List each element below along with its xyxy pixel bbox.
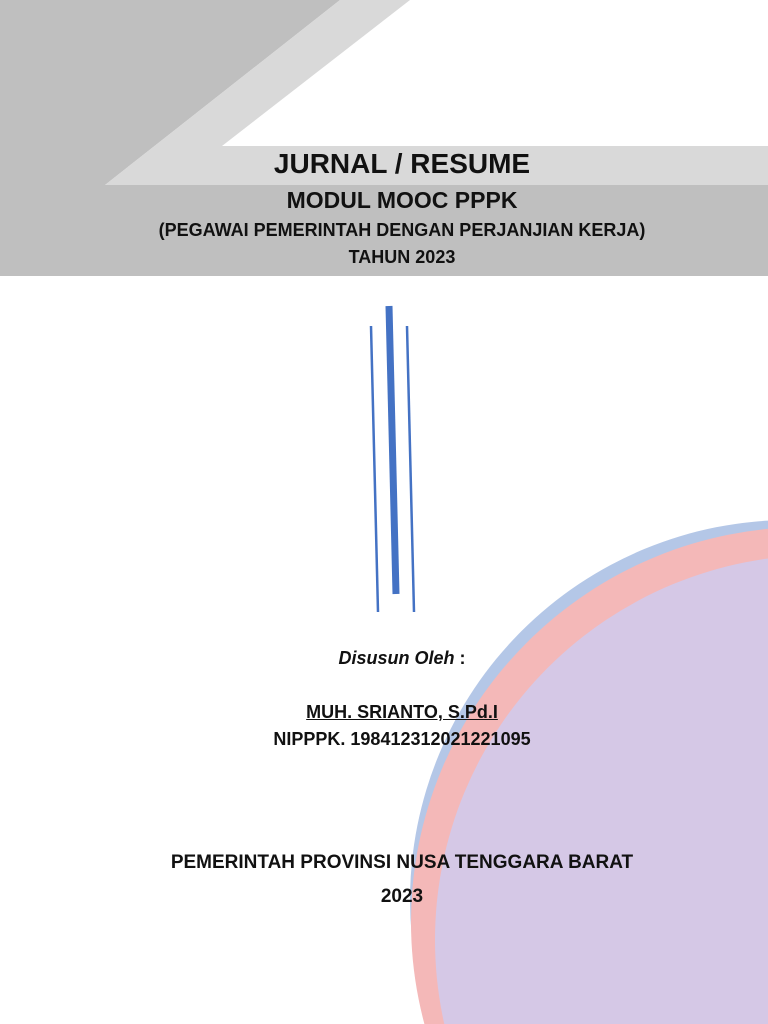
page-title: JURNAL / RESUME <box>273 148 531 179</box>
circle-purple <box>435 555 768 1024</box>
author-name: MUH. SRIANTO, S.Pd.I <box>306 702 498 722</box>
prepared-by-line <box>18 648 768 669</box>
vertical-line-left <box>371 326 378 612</box>
vertical-line-center <box>389 306 396 594</box>
subtitle-detail: (PEGAWAI PEMERINTAH DENGAN PERJANJIAN KERJA) <box>158 220 646 240</box>
page-subtitle: MODUL MOOC PPPK <box>286 187 518 213</box>
prepared-by-label: Disusun Oleh <box>338 648 455 668</box>
organization-name: PEMERINTAH PROVINSI NUSA TENGGARA BARAT <box>170 852 634 873</box>
vertical-line-right <box>407 326 414 612</box>
author-id: NIPPPK. 198412312021221095 <box>273 729 531 749</box>
prepared-by-colon: : <box>454 648 466 668</box>
year-label-top: TAHUN 2023 <box>348 247 456 267</box>
year-label-bottom: 2023 <box>380 886 424 907</box>
